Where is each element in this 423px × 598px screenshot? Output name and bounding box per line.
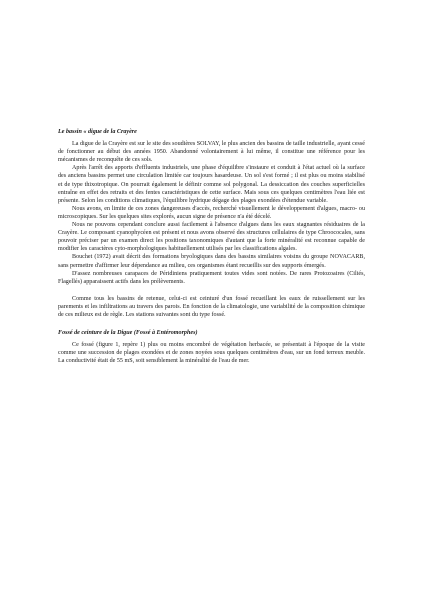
paragraph: Après l'arrêt des apports d'effluents industriels, une phase d'équilibre s'instaure et conduit à l'état actuel où la surface des anciens bassins permet une circulation limitée car toujours hasardeuse. Un sol s'est formé ; il est plus ou moins stabilisé et de type thixotropique. On pourrait également le définir comme sol polygonal. La dessiccation des couches superficielles entraîne en effet des retraits et des fentes caractéristiques de cette surface. Mais sous ces quelques centimètres l'eau liée est présente. Selon les conditions climatiques, l'équilibre hydrique dégage des plages exondées d'étendue variable.	[58, 165, 365, 204]
paragraph: Bouchet (1972) avait décrit des formations bryologiques dans des bassins similaires voisins du groupe NOVACARB, sans permettre d'affirmer leur dépendance au milieu, ces organismes étant recueillis sur des supports émergés.	[58, 254, 365, 269]
paragraph: Nous avons, en limite de ces zones dangereuses d'accès, recherché visuellement le développement d'algues, macro- ou microscopiques. Sur les quelques sites explorés, aucun signe de présence n'a été décelé.	[58, 205, 365, 220]
paragraph: Ce fossé (figure 1, repère 1) plus ou moins encombré de végétation herbacée, se présentait à l'époque de la visite comme une succession de plages exondées et de zones noyées sous quelques centimètres d'eau, sur un fond terreux meuble. La conductivité était de 55 mS, soit sensiblement la minéralité de l'eau de mer.	[58, 342, 365, 365]
paragraph: La digue de la Crayère est sur le site des soudières SOLVAY, le plus ancien des bassins de taille industrielle, ayant cessé de fonctionner au début des années 1950. Abandonné volontairement à lui même, il constitue une référence pour les mécanismes de reconquête de ces sols.	[58, 141, 365, 164]
paragraph: D'assez nombreuses carapaces de Péridiniens pratiquement toutes vides sont notées. De rares Protozoaires (Ciliés, Flagellés) apparaissent actifs dans les prélèvements.	[58, 270, 365, 285]
section-heading-bassin: Le bassin « digue de la Crayère	[58, 129, 137, 135]
document-body	[58, 128, 365, 365]
section-heading-fosse: Fossé de ceinture de la Digue (Fossé à Entéromorphes)	[58, 330, 198, 337]
paragraph: Nous ne pouvons cependant conclure aussi facilement à l'absence d'algues dans les eaux stagnantes résiduaires de la Crayère. Le composant cyanophycéen est présent et nous avons observé des structures cellulaires de type Chroococales, sans pouvoir préciser par un examen direct les positions taxonomiques d'autant que la forte minéralité est reconnue capable de modifier les caractères cyto-morphologiques habituellement utilisés par les classifications algales.	[58, 222, 365, 253]
paragraph: Comme tous les bassins de retenue, celui-ci est ceinturé d'un fossé recueillant les eaux de ruissellement sur les parements et les infiltrations au travers des parois. En fonction de la climatologie, une variabilité de la composition chimique de ces milieux est de règle. Les stations suivantes sont du type fossé.	[58, 295, 365, 318]
